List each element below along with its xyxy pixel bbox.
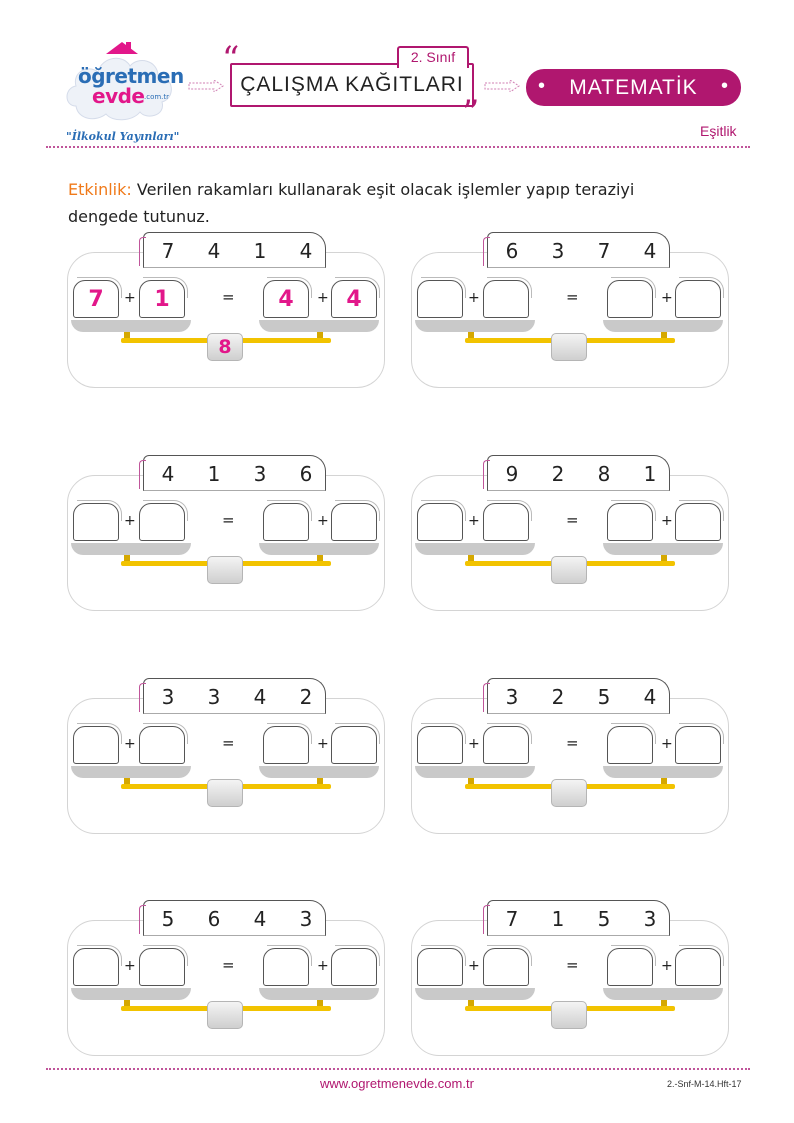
plus-sign: + (124, 513, 136, 529)
answer-box[interactable] (263, 280, 309, 318)
digit-box (487, 678, 670, 714)
given-digit: 8 (597, 462, 611, 486)
answer-box[interactable] (675, 726, 721, 764)
answer-box[interactable] (139, 726, 185, 764)
digit-box (487, 455, 670, 491)
answer-box[interactable] (139, 503, 185, 541)
answer-box[interactable] (73, 503, 119, 541)
plus-sign: + (124, 290, 136, 306)
arrow-right-icon (188, 80, 218, 92)
balance-exercise (411, 678, 729, 838)
balance-exercise (67, 900, 385, 1060)
answer-box[interactable] (263, 726, 309, 764)
equals-sign: = (566, 288, 579, 306)
answer-box[interactable] (331, 948, 377, 986)
answer-box[interactable] (331, 726, 377, 764)
given-digit: 3 (161, 685, 175, 709)
instruction-text: Verilen rakamları kullanarak eşit olacak işlemler yapıp teraziyi dengede tutunuz. (68, 180, 635, 226)
balance-exercise (67, 455, 385, 615)
equals-sign: = (566, 956, 579, 974)
answer-box[interactable] (73, 948, 119, 986)
divider (46, 146, 750, 148)
plus-sign: + (468, 958, 480, 974)
right-pan (259, 320, 379, 332)
grade-badge (397, 46, 469, 68)
given-digit: 5 (597, 685, 611, 709)
close-quote-icon: ” (462, 93, 480, 133)
left-pan (415, 320, 535, 332)
answer-box[interactable] (73, 280, 119, 318)
logo-tagline: "İlkokul Yayınları" (66, 130, 180, 143)
answer-box[interactable] (607, 726, 653, 764)
plus-sign: + (317, 958, 329, 974)
given-digit: 5 (597, 907, 611, 931)
balance-center-box[interactable] (207, 556, 243, 584)
logo-text-domain: .com.tr (144, 93, 170, 101)
given-digit: 3 (505, 685, 519, 709)
balance-center-box[interactable] (207, 1001, 243, 1029)
answer-box[interactable] (139, 948, 185, 986)
given-digit: 6 (207, 907, 221, 931)
given-digit: 1 (551, 907, 565, 931)
balance-exercise (67, 678, 385, 838)
given-digit: 4 (643, 685, 657, 709)
footer-url[interactable]: www.ogretmenevde.com.tr (320, 1076, 474, 1091)
answer-box[interactable] (417, 280, 463, 318)
instruction-label: Etkinlik: (68, 180, 132, 199)
subject-label: MATEMATİK (569, 76, 698, 99)
right-pan (603, 988, 723, 1000)
given-digit: 3 (551, 239, 565, 263)
arrow-right-icon (484, 80, 514, 92)
sum-value: 8 (218, 336, 232, 358)
answer-box[interactable] (417, 948, 463, 986)
balance-exercise (67, 232, 385, 392)
left-pan (71, 320, 191, 332)
title-box (230, 63, 474, 107)
given-digit: 2 (551, 462, 565, 486)
plus-sign: + (661, 736, 673, 752)
grade-label: 2. Sınıf (410, 49, 456, 65)
plus-sign: + (468, 513, 480, 529)
right-pan (603, 766, 723, 778)
equals-sign: = (222, 511, 235, 529)
given-digit: 4 (161, 462, 175, 486)
answer-box[interactable] (73, 726, 119, 764)
answer-box[interactable] (607, 948, 653, 986)
open-quote-icon: “ (222, 39, 240, 79)
divider (46, 1068, 750, 1070)
answer-box[interactable] (607, 280, 653, 318)
balance-exercise (411, 455, 729, 615)
balance-exercise (411, 232, 729, 392)
given-digit: 1 (207, 462, 221, 486)
answer-box[interactable] (139, 280, 185, 318)
plus-sign: + (468, 290, 480, 306)
given-digit: 7 (161, 239, 175, 263)
logo (62, 36, 184, 143)
given-digit: 4 (299, 239, 313, 263)
left-pan (415, 543, 535, 555)
balance-center-box[interactable] (551, 779, 587, 807)
answer-box[interactable] (331, 280, 377, 318)
plus-sign: + (317, 290, 329, 306)
given-digit: 6 (299, 462, 313, 486)
answer-box[interactable] (675, 948, 721, 986)
plus-sign: + (661, 958, 673, 974)
given-digit: 3 (253, 462, 267, 486)
given-digit: 9 (505, 462, 519, 486)
answer-value: 4 (346, 287, 362, 312)
balance-center-box[interactable] (551, 333, 587, 361)
balance-center-box[interactable] (551, 556, 587, 584)
given-digit: 3 (299, 907, 313, 931)
topic-label: Eşitlik (700, 123, 737, 139)
right-pan (259, 988, 379, 1000)
logo-text-evde: evde (92, 84, 145, 108)
equals-sign: = (566, 511, 579, 529)
digit-box (143, 455, 326, 491)
plus-sign: + (124, 736, 136, 752)
balance-exercise (411, 900, 729, 1060)
given-digit: 2 (551, 685, 565, 709)
given-digit: 4 (253, 685, 267, 709)
right-pan (603, 320, 723, 332)
answer-box[interactable] (417, 726, 463, 764)
given-digit: 1 (643, 462, 657, 486)
plus-sign: + (661, 290, 673, 306)
balance-center-box[interactable] (207, 779, 243, 807)
instruction (68, 176, 708, 230)
bullet-icon: • (538, 75, 547, 97)
answer-box[interactable] (331, 503, 377, 541)
digit-box (143, 900, 326, 936)
digit-box (143, 678, 326, 714)
plus-sign: + (468, 736, 480, 752)
answer-box[interactable] (483, 503, 529, 541)
right-pan (259, 766, 379, 778)
given-digit: 7 (597, 239, 611, 263)
answer-box[interactable] (607, 503, 653, 541)
equals-sign: = (566, 734, 579, 752)
answer-box[interactable] (263, 948, 309, 986)
answer-box[interactable] (483, 948, 529, 986)
answer-value: 1 (154, 287, 170, 312)
subject-badge (526, 69, 741, 106)
given-digit: 4 (643, 239, 657, 263)
logo-text-ogretmen: öğretmen (78, 64, 184, 88)
left-pan (415, 766, 535, 778)
answer-value: 4 (278, 287, 294, 312)
given-digit: 3 (643, 907, 657, 931)
left-pan (71, 988, 191, 1000)
digit-box (487, 232, 670, 268)
right-pan (259, 543, 379, 555)
given-digit: 2 (299, 685, 313, 709)
balance-center-box[interactable] (207, 333, 243, 361)
balance-center-box[interactable] (551, 1001, 587, 1029)
left-pan (71, 543, 191, 555)
plus-sign: + (661, 513, 673, 529)
answer-box[interactable] (483, 726, 529, 764)
answer-box[interactable] (675, 503, 721, 541)
digit-box (143, 232, 326, 268)
given-digit: 7 (505, 907, 519, 931)
answer-box[interactable] (483, 280, 529, 318)
equals-sign: = (222, 734, 235, 752)
left-pan (415, 988, 535, 1000)
given-digit: 1 (253, 239, 267, 263)
answer-box[interactable] (263, 503, 309, 541)
bullet-icon: • (720, 75, 729, 97)
page-title: ÇALIŞMA KAĞITLARI (240, 73, 464, 96)
plus-sign: + (317, 736, 329, 752)
left-pan (71, 766, 191, 778)
footer-code: 2.-Snf-M-14.Hft-17 (667, 1079, 742, 1089)
given-digit: 3 (207, 685, 221, 709)
answer-box[interactable] (675, 280, 721, 318)
digit-box (487, 900, 670, 936)
given-digit: 4 (253, 907, 267, 931)
answer-box[interactable] (417, 503, 463, 541)
equals-sign: = (222, 956, 235, 974)
plus-sign: + (317, 513, 329, 529)
given-digit: 5 (161, 907, 175, 931)
given-digit: 6 (505, 239, 519, 263)
equals-sign: = (222, 288, 235, 306)
right-pan (603, 543, 723, 555)
plus-sign: + (124, 958, 136, 974)
given-digit: 4 (207, 239, 221, 263)
answer-value: 7 (88, 287, 104, 312)
